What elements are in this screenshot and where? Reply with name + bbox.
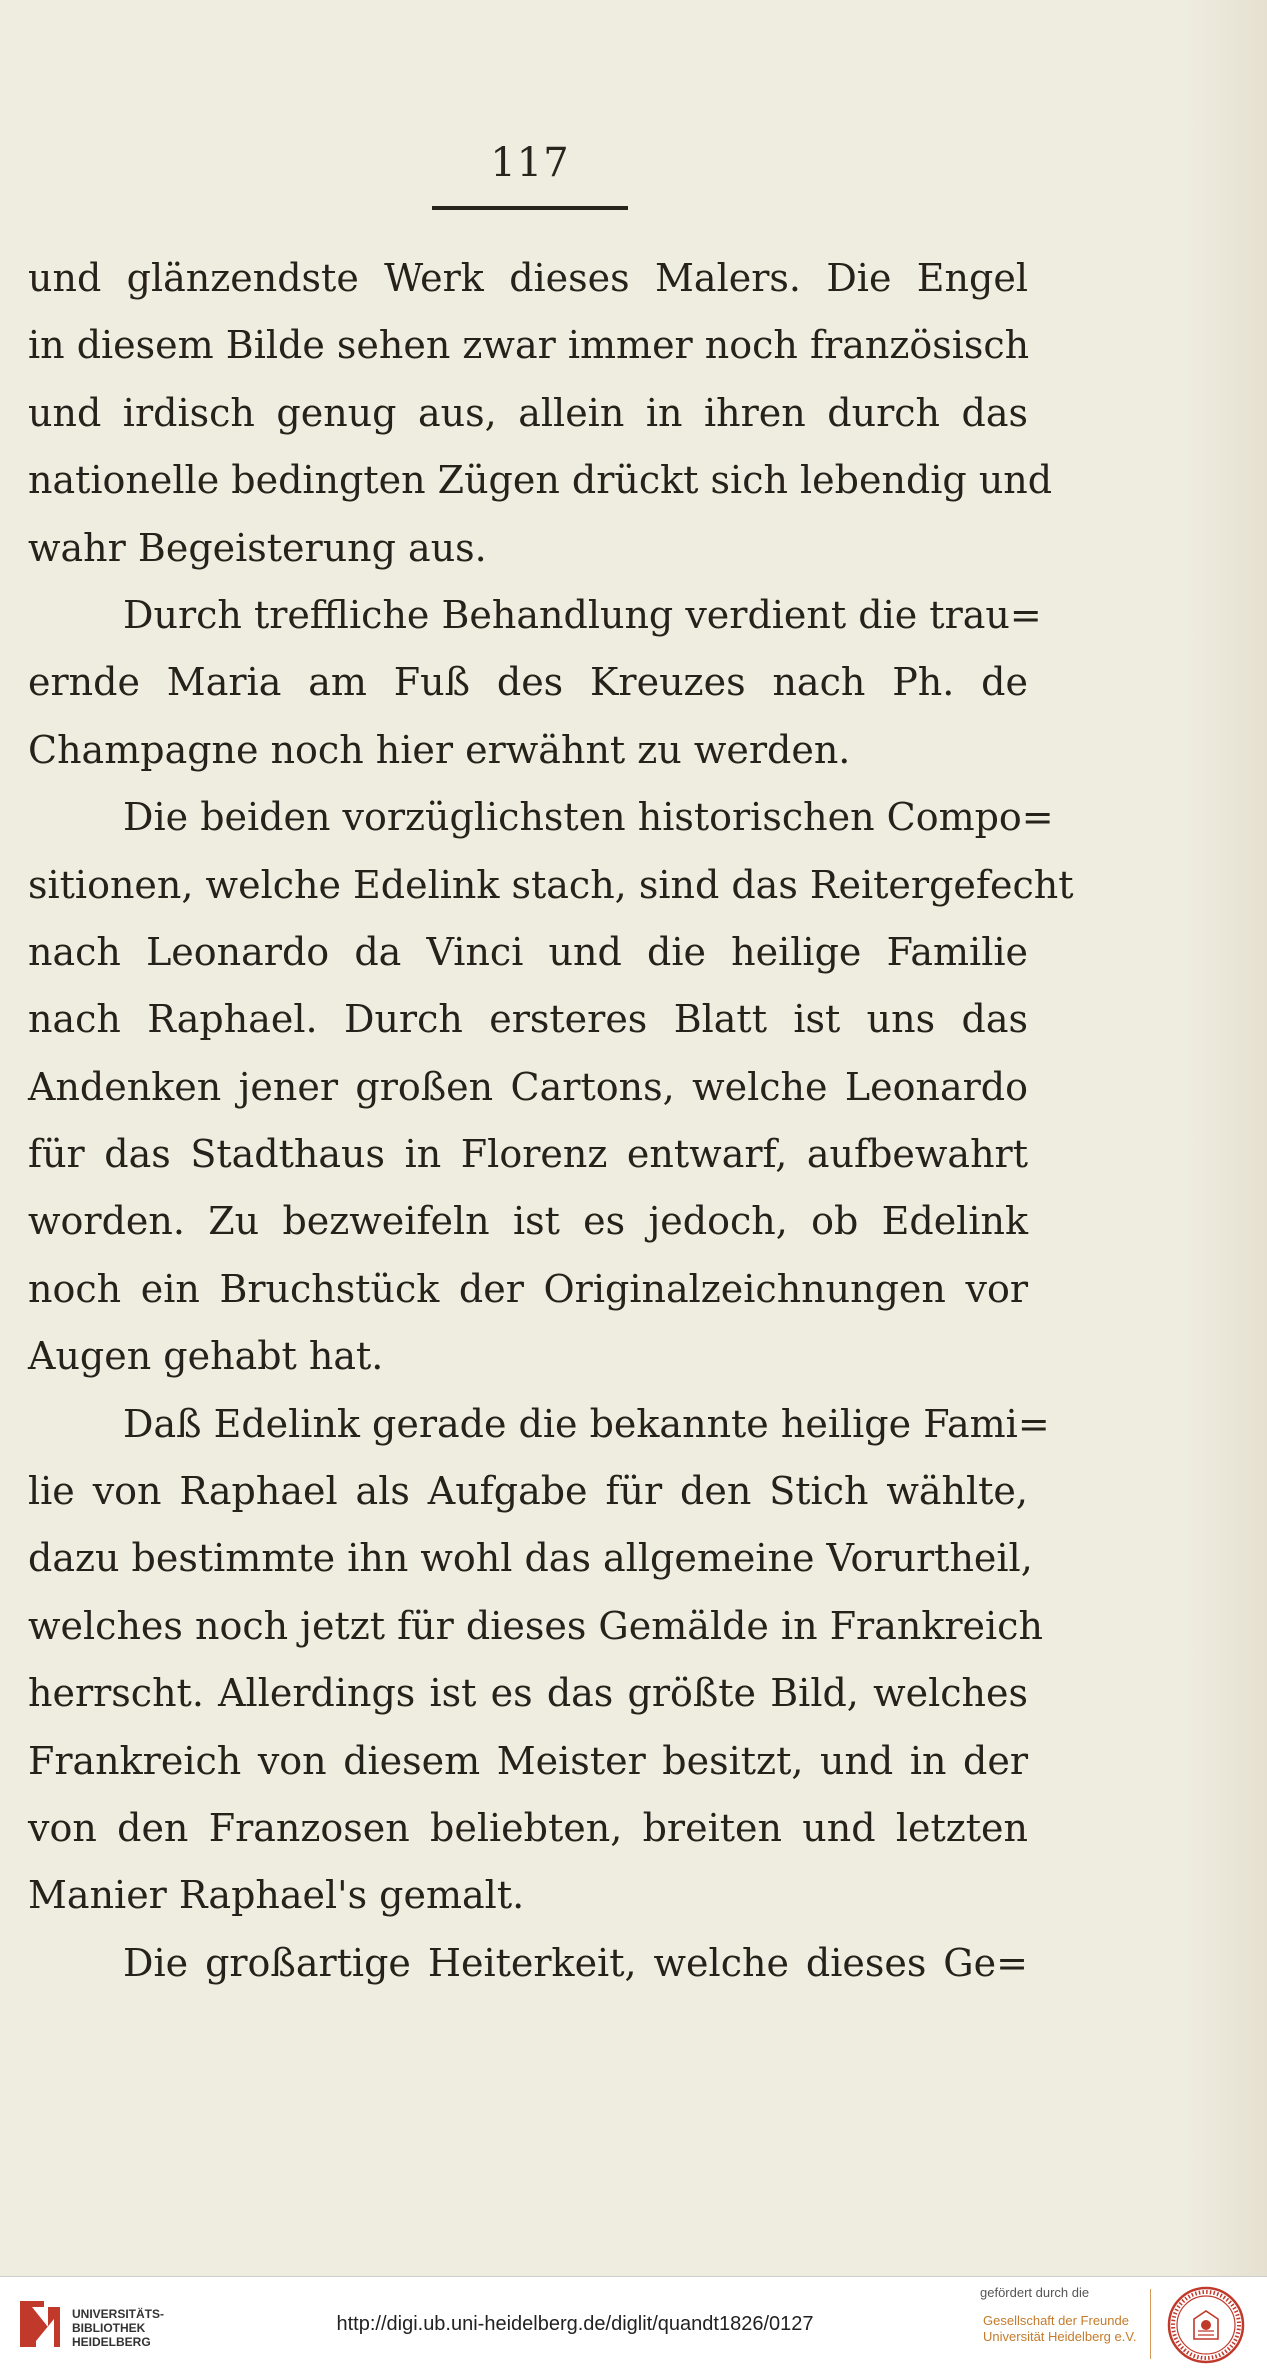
society-name-line: Universität Heidelberg e.V. — [983, 2329, 1137, 2344]
text-line: Durch treffliche Behandlung verdient die trau= — [123, 592, 1042, 637]
text-line: Andenken jener großen Cartons, welche Leonardo — [28, 1064, 1028, 1109]
permalink-url[interactable]: http://digi.ub.uni-heidelberg.de/diglit/quandt1826/0127 — [336, 2313, 814, 2335]
text-line: und irdisch genug aus, allein in ihren durch das — [28, 390, 1028, 435]
page-number-rule — [432, 206, 628, 210]
text-line: nach Leonardo da Vinci und die heilige Familie — [28, 929, 1028, 974]
text-line: in diesem Bilde sehen zwar immer noch französisch — [28, 323, 1030, 368]
society-name[interactable] — [983, 2313, 1136, 2345]
text-line: Frankreich von diesem Meister besitzt, und in der — [28, 1738, 1028, 1783]
text-line: Daß Edelink gerade die bekannte heilige Fami= — [123, 1401, 1050, 1446]
text-line: ernde Maria am Fuß des Kreuzes nach Ph. de — [28, 660, 1028, 705]
sponsor-label: gefördert durch die — [980, 2285, 1090, 2300]
text-line: sitionen, welche Edelink stach, sind das Reitergefecht — [28, 862, 1074, 907]
text-line: Die beiden vorzüglichsten historischen Compo= — [123, 795, 1054, 840]
text-line: wahr Begeisterung aus. — [28, 525, 487, 570]
text-line: Die großartige Heiterkeit, welche dieses Ge= — [123, 1940, 1028, 1985]
text-line: Manier Raphael's gemalt. — [28, 1873, 525, 1918]
library-name-line: UNIVERSITÄTS- — [72, 2307, 165, 2321]
text-line: welches noch jetzt für dieses Gemälde in Frankreich — [28, 1603, 1043, 1648]
footer-divider — [1150, 2289, 1151, 2359]
text-line: herrscht. Allerdings ist es das größte Bild, welches — [28, 1671, 1028, 1716]
text-line: von den Franzosen beliebten, breiten und letzten — [28, 1805, 1028, 1850]
university-seal-icon[interactable] — [1166, 2285, 1246, 2365]
university-library-name[interactable] — [72, 2307, 164, 2349]
text-line: lie von Raphael als Aufgabe für den Stich wählte, — [28, 1469, 1028, 1514]
text-line: nationelle bedingten Zügen drückt sich lebendig und — [28, 458, 1053, 503]
body-text — [28, 245, 1074, 1997]
page-number: 117 — [490, 140, 570, 186]
text-line: nach Raphael. Durch ersteres Blatt ist uns das — [28, 997, 1028, 1042]
text-line: noch ein Bruchstück der Originalzeichnungen vor — [28, 1266, 1028, 1311]
text-line: Champagne noch hier erwähnt zu werden. — [28, 727, 851, 772]
library-name-line: HEIDELBERG — [72, 2335, 151, 2349]
footer-bar — [0, 2276, 1267, 2369]
text-line: Augen gehabt hat. — [28, 1334, 384, 1379]
text-line: und glänzendste Werk dieses Malers. Die Engel — [28, 256, 1028, 300]
university-library-logo-icon[interactable] — [14, 2293, 66, 2353]
text-line: für das Stadthaus in Florenz entwarf, aufbewahrt — [28, 1132, 1028, 1177]
text-line: worden. Zu bezweifeln ist es jedoch, ob Edelink — [28, 1199, 1028, 1244]
society-name-line: Gesellschaft der Freunde — [983, 2313, 1129, 2328]
library-name-line: BIBLIOTHEK — [72, 2321, 146, 2335]
text-line: dazu bestimmte ihn wohl das allgemeine Vorurtheil, — [28, 1536, 1033, 1581]
